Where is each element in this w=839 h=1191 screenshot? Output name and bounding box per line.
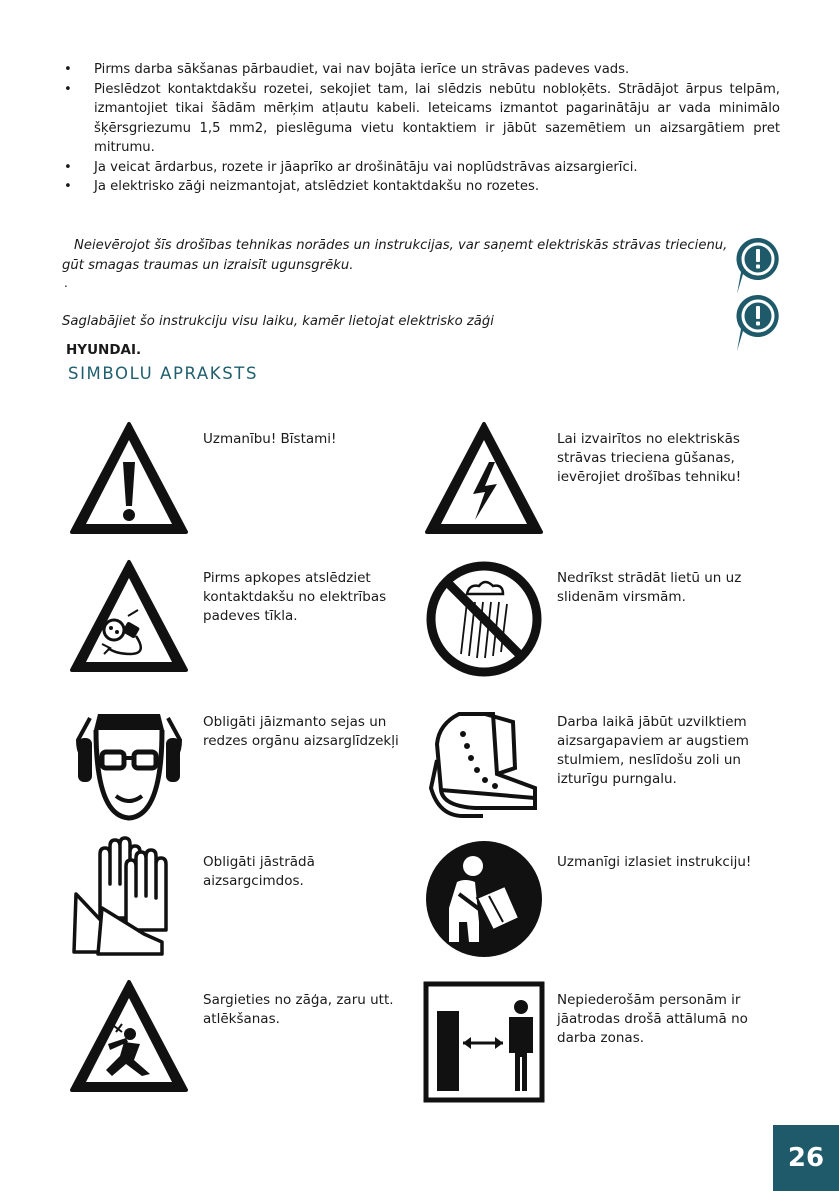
exclamation-bubble-icon [735,293,781,353]
brand-name: HYUNDAI. [66,342,142,358]
bullet-item: • Pieslēdzot kontaktdakšu rozetei, sekojiet tam, lai slēdzis nebūtu nobloķēts. Strādājot ārpus telpām, izmantojiet tikai šādām mērķim atļautu kabeli. Ieteicams izmantot pagarinātāju ar vada minimālo šķērsgriezumu 1,5 mm2, pieslēguma vietu kontaktiem ir jābūt sazemētiem un aizsargātiem pret mitrumu. [62,80,780,158]
face-protection-icon [68,704,190,826]
exclamation-bubble-icon [735,236,781,296]
warning-triangle-icon [68,420,190,542]
read-manual-icon [423,838,545,960]
distance-icon [423,981,545,1103]
symbol-desc-boots: Darba laikā jābūt uzvilktiem aizsargapaviem ar augstiem stulmiem, neslīdošu zoli un izturīgu purngalu. [557,714,749,787]
gloves-icon [68,834,190,956]
symbol-desc-kickback: Sargieties no zāģa, zaru utt. atlēkšanas. [203,992,394,1027]
symbol-desc-unplug: Pirms apkopes atslēdziet kontaktdakšu no elektrības padeves tīkla. [203,570,387,624]
bullet-item: • Ja elektrisko zāģi neizmantojat, atslēdziet kontaktdakšu no rozetes. [62,177,780,197]
symbol-desc-distance: Nepiederošām personām ir jāatrodas drošā attālumā no darba zonas. [557,992,748,1046]
symbol-desc-read-manual: Uzmanīgi izlasiet instrukciju! [557,854,752,870]
safety-boots-icon [423,704,545,826]
symbol-desc-face-protection: Obligāti jāizmanto sejas un redzes orgānu aizsarglīdzekļi [203,714,399,749]
dot: . [64,276,68,290]
safety-bullet-list [62,60,780,197]
unplug-icon [68,558,190,680]
bullet-item: • Ja veicat ārdarbus, rozete ir jāaprīko ar drošinātāju vai noplūdstrāvas aizsargierīci. [62,158,780,178]
section-title: SIMBOLU APRAKSTS [68,364,259,383]
bullet-item: • Pirms darba sākšanas pārbaudiet, vai nav bojāta ierīce un strāvas padeves vads. [62,60,780,80]
symbol-desc-no-rain: Nedrīkst strādāt lietū un uz slidenām virsmām. [557,570,742,605]
page-number: 26 [773,1125,839,1191]
symbol-desc-electric: Lai izvairītos no elektriskās strāvas trieciena gūšanas, ievērojiet drošības tehniku! [557,431,742,485]
save-instructions-text: Saglabājiet šo instrukciju visu laiku, kamēr lietojat elektrisko zāģi [62,314,494,329]
warning-text: Neievērojot šīs drošības tehnikas norādes un instrukcijas, var saņemt elektriskās strāvas triecienu, gūt smagas traumas un izraisīt ugunsgrēku. [62,238,728,273]
electric-shock-icon [423,420,545,542]
no-rain-icon [423,558,545,680]
kickback-icon [68,978,190,1100]
symbol-desc-gloves: Obligāti jāstrādā aizsargcimdos. [203,854,315,889]
symbol-desc-attention: Uzmanību! Bīstami! [203,431,337,447]
